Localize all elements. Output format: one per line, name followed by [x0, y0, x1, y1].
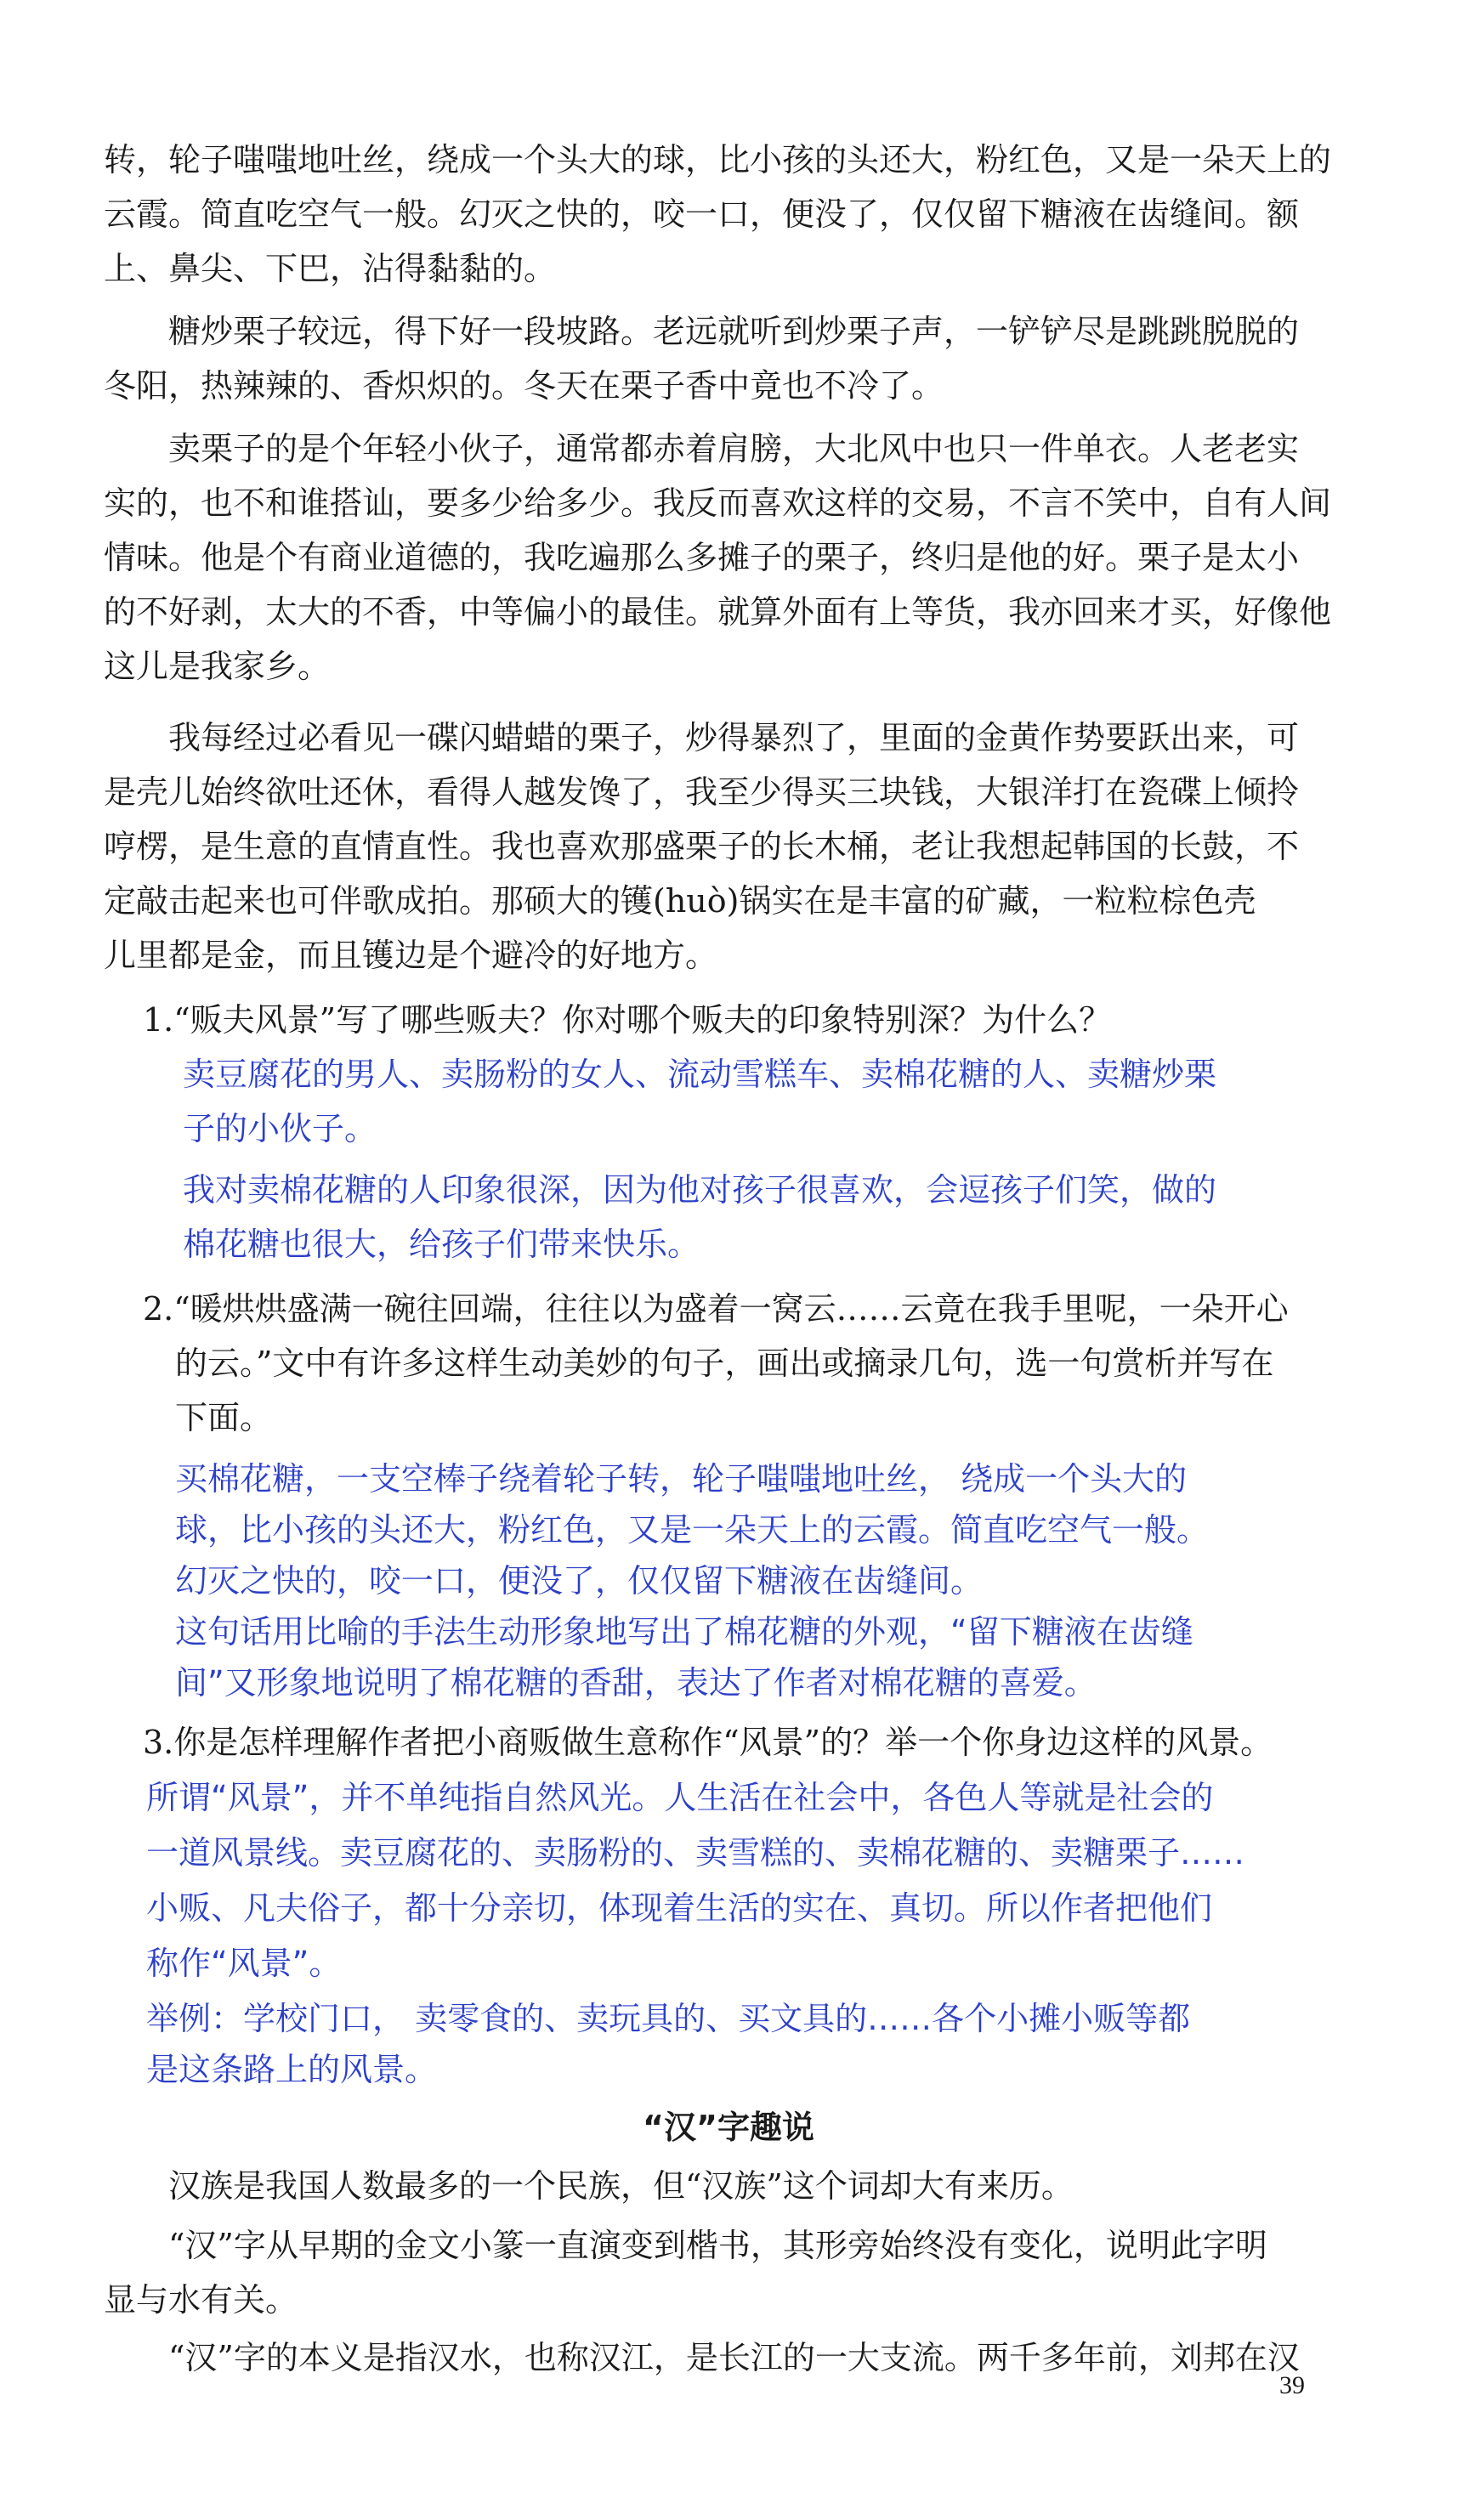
passage-line: 这儿是我家乡。: [104, 648, 331, 685]
section-line: “汉”字的本义是指汉水，也称汉江，是长江的一大支流。两千多年前，刘邦在汉: [168, 2339, 1300, 2376]
passage-line: 冬阳，热辣辣的、香炽炽的。冬天在栗子香中竟也不冷了。: [104, 367, 944, 405]
passage-line: 糖炒栗子较远，得下好一段坡路。老远就听到炒栗子声，一铲铲尽是跳跳脱脱的: [168, 313, 1300, 350]
answer-line: 棉花糖也很大，给孩子们带来快乐。: [183, 1226, 700, 1263]
answer-line: 幻灭之快的，咬一口，便没了，仅仅留下糖液在齿缝间。: [175, 1562, 984, 1600]
answer-line: 这句话用比喻的手法生动形象地写出了棉花糖的外观，“留下糖液在齿缝: [175, 1613, 1193, 1651]
answer-line: 所谓“风景”，并不单纯指自然风光。人生活在社会中，各色人等就是社会的: [146, 1779, 1214, 1816]
section-line: 显与水有关。: [104, 2281, 298, 2319]
answer-line: 称作“风景”。: [146, 1945, 342, 1982]
section-title: “汉”字趣说: [643, 2109, 814, 2146]
passage-line: 实的，也不和谁搭讪，要多少给多少。我反而喜欢这样的交易，不言不笑中，自有人间: [104, 484, 1332, 522]
answer-line: 举例：学校门口， 卖零食的、卖玩具的、买文具的……各个小摊小贩等都: [146, 2000, 1191, 2037]
passage-line: 儿里都是金，而且镬边是个避冷的好地方。: [104, 937, 718, 974]
passage-line: 卖栗子的是个年轻小伙子，通常都赤着肩膀，大北风中也只一件单衣。人老老实: [168, 430, 1300, 467]
answer-line: 一道风景线。卖豆腐花的、卖肠粉的、卖雪糕的、卖棉花糖的、卖糖栗子……: [146, 1834, 1245, 1872]
passage-line: 的不好剥，太大的不香，中等偏小的最佳。就算外面有上等货，我亦回来才买，好像他: [104, 593, 1332, 631]
passage-line: 云霞。简直吃空气一般。幻灭之快的，咬一口，便没了，仅仅留下糖液在齿缝间。额: [104, 195, 1300, 233]
question-text: 1.“贩夫风景”写了哪些贩夫？你对哪个贩夫的印象特别深？为什么？: [143, 1001, 1112, 1039]
answer-line: 间”又形象地说明了棉花糖的香甜，表达了作者对棉花糖的喜爱。: [175, 1664, 1097, 1702]
section-line: 汉族是我国人数最多的一个民族，但“汉族”这个词却大有来历。: [168, 2167, 1074, 2205]
answer-line: 买棉花糖，一支空棒子绕着轮子转，轮子嗤嗤地吐丝， 绕成一个头大的: [175, 1460, 1188, 1498]
answer-line: 球，比小孩的头还大，粉红色，又是一朵天上的云霞。简直吃空气一般。: [175, 1511, 1210, 1549]
question-text: 下面。: [175, 1399, 273, 1436]
question-text: 的云。”文中有许多这样生动美妙的句子，画出或摘录几句，选一句赏析并写在: [175, 1345, 1274, 1382]
question-text: 2.“暖烘烘盛满一碗往回端，往往以为盛着一窝云……云竟在我手里呢，一朵开心: [143, 1290, 1289, 1328]
answer-line: 小贩、凡夫俗子，都十分亲切，体现着生活的实在、真切。所以作者把他们: [146, 1889, 1213, 1927]
passage-line: 哼楞，是生意的直情直性。我也喜欢那盛栗子的长木桶，老让我想起韩国的长鼓，不: [104, 828, 1300, 865]
passage-line: 定敲击起来也可伴歌成拍。那硕大的镬(huò)锅实在是丰富的矿藏，一粒粒棕色壳: [104, 882, 1256, 920]
answer-line: 我对卖棉花糖的人印象很深，因为他对孩子很喜欢，会逗孩子们笑，做的: [183, 1171, 1217, 1209]
passage-line: 是壳儿始终欲吐还休，看得人越发馋了，我至少得买三块钱，大银洋打在瓷碟上倾拎: [104, 773, 1300, 811]
answer-line: 子的小伙子。: [183, 1110, 377, 1147]
answer-line: 是这条路上的风景。: [146, 2051, 438, 2088]
page-number: 39: [1279, 2371, 1305, 2399]
passage-line: 转，轮子嗤嗤地吐丝，绕成一个头大的球，比小孩的头还大，粉红色，又是一朵天上的: [104, 141, 1332, 178]
passage-line: 上、鼻尖、下巴，沾得黏黏的。: [104, 250, 557, 287]
question-text: 3.你是怎样理解作者把小商贩做生意称作“风景”的？举一个你身边这样的风景。: [143, 1724, 1273, 1761]
passage-line: 情味。他是个有商业道德的，我吃遍那么多摊子的栗子，终归是他的好。栗子是太小: [104, 539, 1300, 576]
passage-line: 我每经过必看见一碟闪蜡蜡的栗子，炒得暴烈了，里面的金黄作势要跃出来，可: [168, 719, 1300, 756]
answer-line: 卖豆腐花的男人、卖肠粉的女人、流动雪糕车、卖棉花糖的人、卖糖炒栗: [183, 1056, 1217, 1093]
section-line: “汉”字从早期的金文小篆一直演变到楷书，其形旁始终没有变化，说明此字明: [168, 2227, 1267, 2264]
